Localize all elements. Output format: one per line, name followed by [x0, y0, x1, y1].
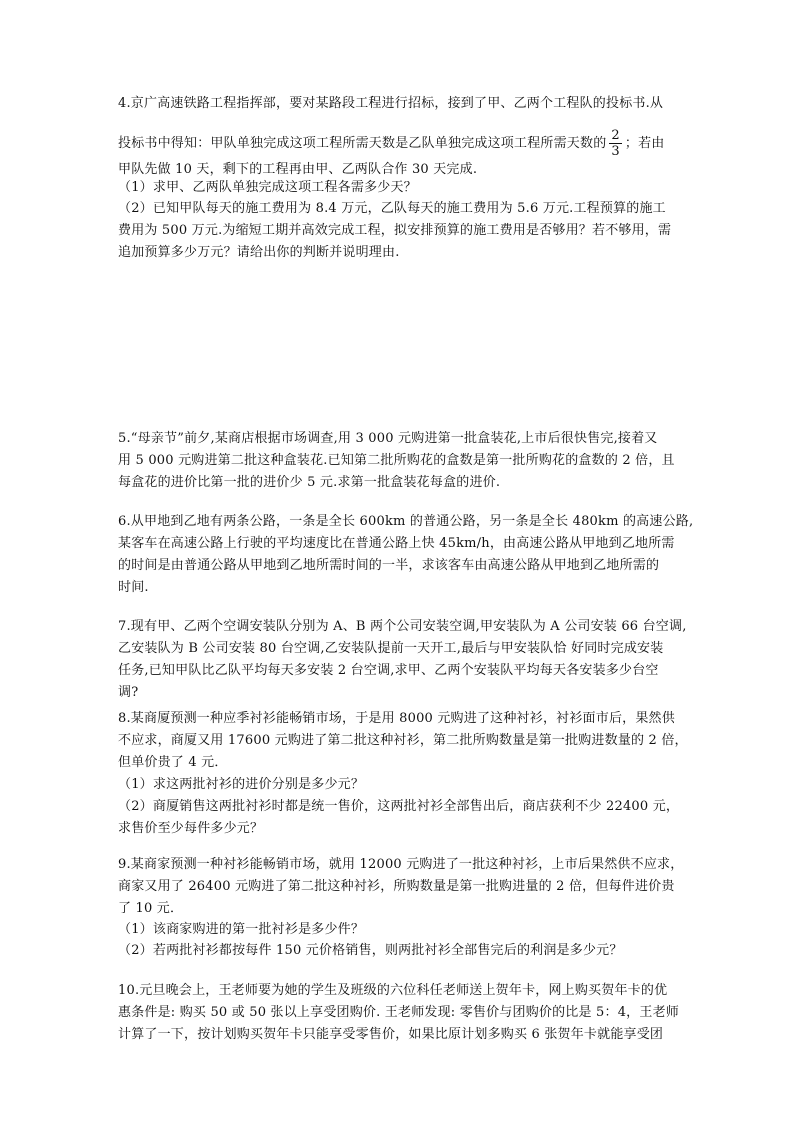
q4-subquestion-1: （1）求甲、乙两队单独完成这项工程各需多少天？ [118, 180, 417, 195]
q4-line-2-tail: ；若由 [624, 136, 665, 151]
q5-line-1: 5.“母亲节”前夕,某商店根据市场调查,用 3 000 元购进第一批盒装花,上市后很快售完,接着又 [118, 431, 658, 446]
q4-line-3: 甲队先做 10 天，剩下的工程再由甲、乙两队合作 30 天完成. [118, 162, 478, 177]
q5-line-3: 每盒花的进价比第一批的进价少 5 元.求第一批盒装花每盒的进价. [118, 475, 501, 490]
q6-line-3: 的时间是由普通公路从甲地到乙地所需时间的一半，求该客车由高速公路从甲地到乙地所需的 [118, 558, 660, 573]
q6-line-2: 某客车在高速公路上行驶的平均速度比在普通公路上快 45km/h，由高速公路从甲地到乙地所需 [118, 536, 675, 551]
q8-line-3: 但单价贵了 4 元． [118, 755, 228, 770]
q4-line-2-text: 投标书中得知：甲队单独完成这项工程所需天数是乙队单独完成这项工程所需天数的 [118, 136, 607, 151]
q8-line-1: 8.某商厦预测一种应季衬衫能畅销市场，于是用 8000 元购进了这种衬衫，衬衫面市后，果然供 [118, 711, 675, 726]
fraction-denominator: 3 [611, 144, 620, 159]
q4-subquestion-2-line-3: 追加预算多少万元？请给出你的判断并说明理由. [118, 245, 400, 260]
q8-subquestion-2-line-2: 求售价至少每件多少元？ [118, 821, 264, 836]
q4-line-1: 4.京广高速铁路工程指挥部，要对某路段工程进行招标，接到了甲、乙两个工程队的投标书.从 [118, 96, 664, 111]
q4-subquestion-2-line-2: 费用为 500 万元.为缩短工期并高效完成工程，拟安排预算的施工费用是否够用？若不够用，需 [118, 223, 672, 238]
q10-line-3: 计算了一下，按计划购买贺年卡只能享受零售价，如果比原计划多购买 6 张贺年卡就能享受团 [118, 1027, 664, 1042]
q8-subquestion-1: （1）求这两批衬衫的进价分别是多少元？ [118, 777, 365, 792]
q4-subquestion-2-line-1: （2）已知甲队每天的施工费用为 8.4 万元，乙队每天的施工费用为 5.6 万元.工程预算的施工 [118, 201, 666, 216]
q7-line-4: 调? [118, 685, 139, 700]
q7-line-1: 7.现有甲、乙两个空调安装队分别为 A、B 两个公司安装空调,甲安装队为 A 公司安装 66 台空调, [118, 619, 687, 634]
q9-subquestion-2: （2）若两批衬衫都按每件 150 元价格销售，则两批衬衫全部售完后的利润是多少元？ [118, 943, 623, 958]
q5-line-2: 用 5 000 元购进第二批这种盒装花.已知第二批所购花的盒数是第一批所购花的盒数的 2 倍，且 [118, 453, 675, 468]
fraction-two-thirds [609, 128, 621, 159]
q7-line-3: 任务,已知甲队比乙队平均每天多安装 2 台空调,求甲、乙两个安装队平均每天各安装多少台空 [118, 663, 659, 678]
q9-line-2: 商家又用了 26400 元购进了第二批这种衬衫，所购数量是第一批购进量的 2 倍，但每件进价贵 [118, 879, 675, 894]
q8-subquestion-2-line-1: （2）商厦销售这两批衬衫时都是统一售价，这两批衬衫全部售出后，商店获利不少 22400 元， [118, 799, 680, 814]
q10-line-1: 10.元旦晚会上，王老师要为她的学生及班级的六位科任老师送上贺年卡，网上购买贺年卡的优 [118, 983, 668, 998]
q6-line-4: 时间. [118, 580, 149, 595]
q6-line-1: 6.从甲地到乙地有两条公路，一条是全长 600km 的普通公路，另一条是全长 480km 的高速公路, [118, 514, 694, 529]
q7-line-2: 乙安装队为 B 公司安装 80 台空调,乙安装队提前一天开工,最后与甲安装队恰 好同时完成安装 [118, 641, 664, 656]
q9-line-3: 了 10 元． [118, 901, 184, 916]
fraction-numerator: 2 [611, 128, 620, 143]
q10-line-2: 惠条件是: 购买 50 或 50 张以上享受团购价. 王老师发现: 零售价与团购价的比是 5：4，王老师 [118, 1005, 679, 1020]
q4-line-2 [118, 128, 698, 159]
q9-line-1: 9.某商家预测一种衬衫能畅销市场，就用 12000 元购进了一批这种衬衫，上市后果然供不应求， [118, 857, 684, 872]
q8-line-2: 不应求，商厦又用 17600 元购进了第二批这种衬衫，第二批所购数量是第一批购进数量的 2 倍， [118, 733, 688, 748]
q9-subquestion-1: （1）该商家购进的第一批衬衫是多少件？ [118, 922, 365, 937]
